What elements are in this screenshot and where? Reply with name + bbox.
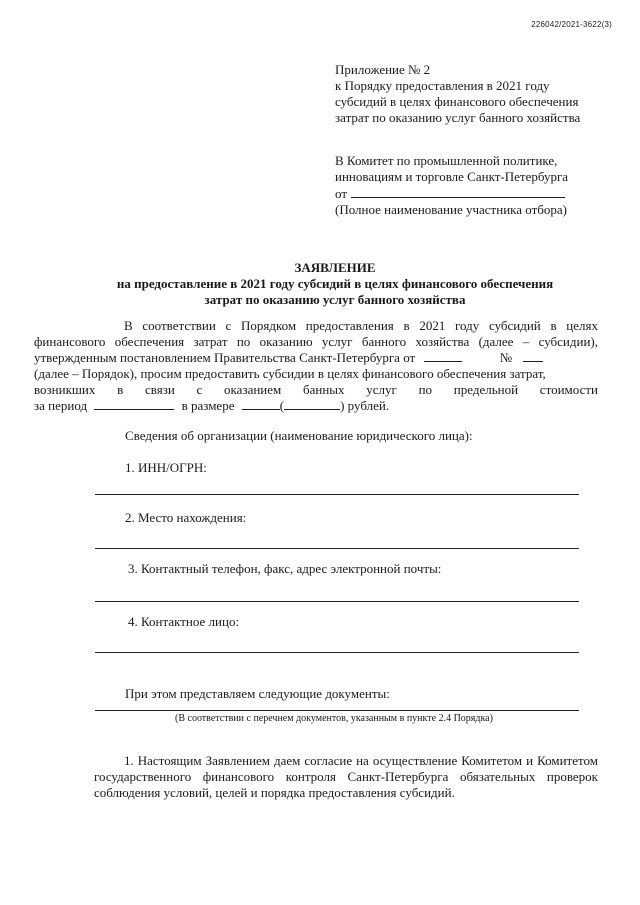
- addressee-line: инновациям и торговле Санкт-Петербурга: [335, 169, 569, 184]
- paragraph-line: финансового обеспечения затрат по оказанию услуг банного хозяйства (далее – субсидии),: [34, 334, 598, 349]
- documents-line: [95, 710, 579, 711]
- consent-line: государственного финансового контроля Санкт-Петербурга обязательных проверок: [94, 769, 598, 784]
- appendix-line: субсидий в целях финансового обеспечения: [335, 94, 579, 109]
- from-row: [335, 185, 620, 202]
- consent-line: соблюдения условий, целей и порядка предоставления субсидий.: [94, 785, 455, 800]
- document-title: [60, 260, 610, 308]
- appendix-line: затрат по оказанию услуг банного хозяйства: [335, 110, 581, 125]
- paren-open: (: [279, 398, 285, 413]
- period-label: за период: [34, 398, 88, 413]
- paragraph-line-amount: [34, 398, 598, 414]
- appendix-line: Приложение № 2: [335, 62, 431, 77]
- field-inn-ogrn-label: 1. ИНН/ОГРН:: [125, 460, 207, 475]
- paragraph-line: (далее – Порядок), просим предоставить субсидии в целях финансового обеспечения затрат,: [34, 366, 546, 381]
- addressee-line: В Комитет по промышленной политике,: [335, 153, 558, 168]
- consent-line: 1. Настоящим Заявлением даем согласие на осуществление Комитетом и Комитетом: [124, 753, 598, 768]
- number-sign: №: [499, 350, 513, 365]
- addressee-block: [335, 153, 620, 218]
- addressee-hint: (Полное наименование участника отбора): [335, 202, 568, 217]
- field-inn-ogrn-line: [95, 494, 579, 495]
- from-label: от: [335, 186, 348, 201]
- field-contacts-label: 3. Контактный телефон, факс, адрес электронной почты:: [128, 561, 442, 576]
- title-heading: ЗАЯВЛЕНИЕ: [294, 260, 376, 275]
- field-contacts-line: [95, 601, 579, 602]
- paragraph-line: В соответствии с Порядком предоставления в 2021 году субсидий в целях: [124, 318, 598, 333]
- number-blank: [523, 350, 543, 362]
- date-blank: [424, 350, 462, 362]
- paragraph-line-date: [34, 350, 598, 366]
- main-paragraph: [34, 318, 598, 414]
- amount-blank: [242, 398, 280, 410]
- field-contact-person-line: [95, 652, 579, 653]
- paragraph-line: возникших в связи с оказанием банных услуг по предельной стоимости: [34, 382, 598, 397]
- title-subline: затрат по оказанию услуг банного хозяйства: [204, 292, 466, 307]
- period-blank: [94, 398, 174, 410]
- documents-intro: При этом представляем следующие документы:: [125, 686, 390, 701]
- rubles-label: ) рублей.: [340, 398, 390, 413]
- documents-note: (В соответствии с перечнем документов, указанным в пункте 2.4 Порядка): [175, 713, 493, 724]
- paragraph-text: утвержденным постановлением Правительства Санкт-Петербурга от: [34, 350, 416, 365]
- field-contact-person-label: 4. Контактное лицо:: [128, 614, 240, 629]
- amount-words-blank: [284, 398, 340, 410]
- appendix-line: к Порядку предоставления в 2021 году: [335, 78, 550, 93]
- appendix-header: [335, 62, 615, 126]
- consent-paragraph: [94, 753, 598, 801]
- document-id: 226042/2021-3622(3): [531, 20, 612, 29]
- field-location-label: 2. Место нахождения:: [125, 510, 247, 525]
- title-subline: на предоставление в 2021 году субсидий в целях финансового обеспечения: [116, 276, 554, 291]
- from-blank-line: [351, 185, 565, 198]
- field-location-line: [95, 548, 579, 549]
- amount-label: в размере: [181, 398, 235, 413]
- org-info-intro: Сведения об организации (наименование юридического лица):: [125, 428, 473, 443]
